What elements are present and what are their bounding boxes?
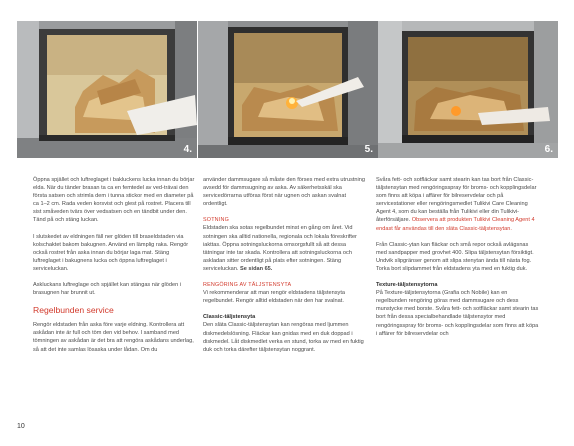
- photo-number: 6.: [544, 144, 553, 155]
- page-reference: Se sidan 65.: [240, 265, 273, 272]
- photo-step-4: [17, 21, 197, 158]
- photo-number: 5.: [364, 144, 373, 155]
- paragraph: Vi rekommenderar att man rengör eldstadens täljstensyta regelbundet. Rengör alltid eldstaden när den har svalnat.: [203, 290, 345, 305]
- paragraph: Öppna spjället och luftreglaget i bakluckens lucka innan du börjar elda. När du tänder brasan ta ca en femtedel av ved-trävai den första satsen och strimla dem i tunna stickor med en diameter på ca 1–2 cm. Rada veden korsvist och glest på rostret. Placera till sist småveden tvärs över vedsatsen och en tändbit under den. Tänd på och stäng luckan.: [33, 177, 195, 224]
- text-column-3: [376, 176, 540, 346]
- paragraph: Askluckans luftreglage och spjället kan stängas när glöden i brasugnen har brunnit ut.: [33, 282, 182, 297]
- paragraph-text: Svåra fett- och sotfläckar samt stearin kan tas bort från Classic-täljstensytan med rengöringsspray för broms- och kopplingsdelar som finns att köpa i affärer för bilreservdelar och på servicestationer eller rengöringsmedlet Tulikivi Care Cleaning Agent 4, som du kan beställa från Tulikivi eller din Tulikivi-återförsäljare.: [376, 177, 537, 224]
- paragraph: På Texture-täljstensytorna (Grafia och Nobile) kan en regelbunden rengöring göras med dammsugare och dess munstycke med borste. Svåra fett- och sotfläckar samt stearin tas bort från dessa specialbehandlade täljstensytor med rengöringsspray för broms- och kopplingsdelar som finns att köpa i affärer för bilreservdelar och: [376, 290, 539, 337]
- paragraph: I slutskedet av eldningen fäll ner glöden till braseldstaden via kolschaktet bakom bakugnen. Använd en lämplig raka. Rengör också rostret från aska innan du börjar laga mat. Stäng luftreglaget i bakugnens lucka och öppna luftreglaget i serviceluckan.: [33, 233, 189, 272]
- paragraph: Från Classic-ytan kan fläckar och små repor också avlägsnas med sandpapper med grovhet 400. Slipa täljstensytan försiktigt. Undvik slipgränser genom att slipa stenytan ända till nästa fog. Torka bort slipdammet från eldstadens yta med en fuktig duk.: [376, 241, 534, 272]
- subheading: Texture-täljstensytorna: [376, 282, 438, 289]
- paragraph: [203, 224, 367, 273]
- paragraph: [376, 176, 540, 233]
- paragraph: Rengör eldstaden från aska före varje eldning. Kontrollera att askådan inte är full och töm den vid behov. I samband med tömningen av askådan är det bra att rengöra askådans underlag, så att det inte samlas lösaska under lådan. Om du: [33, 322, 194, 353]
- sotning-text: Eldstaden ska sotas regelbundet minst en gång om året. Vid sotningen ska alltid nationella, regionala och lokala föreskrifter iakttas. Öppna sotningsluckorna omsorgsfullt så att dessa tätningar inte tar skada. Kontrollera att sotningsluckorna och askladan sitter ordentligt på plats efter sotningen. Stäng serviceluckan.: [203, 225, 357, 272]
- page-number: 10: [17, 423, 25, 430]
- photo-step-5: [198, 21, 378, 158]
- subheading: RENGÖRING AV TÄLJSTENSYTA: [203, 282, 292, 289]
- text-column-2: [203, 176, 367, 362]
- section-heading: Regelbunden service: [33, 305, 114, 316]
- paragraph: Den släta Classic-täljstensytan kan rengöras med ljummen diskmedelslösning. Fläckar kan gnidas med en duk doppad i diskmedel. Låt diskmedlet verka en stund, torka av med en fuktig duk och torka därefter täljstensytan noggrant.: [203, 322, 364, 353]
- text-column-1: [33, 176, 197, 362]
- photo-number: 4.: [183, 144, 192, 155]
- warning-note: Observera att produkten Tulikivi Cleaning Agent 4 endast får användas till den släta Classic-täljstensytan.: [376, 217, 535, 232]
- photo-step-6: [378, 21, 558, 158]
- subheading: SOTNING: [203, 217, 229, 224]
- paragraph: använder dammsugare så måste den förses med extra utrustning avsedd för dammsugning av aska. Av säkerhetsskäl ska servicedörrarna utföras först när ugnen och askan svalnat ordentligt.: [203, 177, 365, 208]
- subheading: Classic-täljstensyta: [203, 314, 256, 321]
